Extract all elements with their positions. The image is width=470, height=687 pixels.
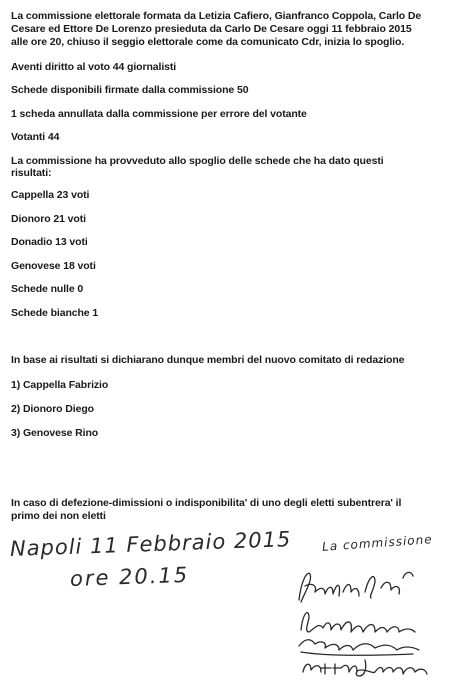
signature-4: [303, 660, 427, 676]
intro-line-2: Cesare ed Ettore De Lorenzo presieduta da Carlo De Cesare oggi 11 febbraio 2015: [11, 23, 412, 35]
spoglio-line-2: risultati:: [11, 167, 52, 179]
handwritten-time: ore 20.15: [69, 562, 190, 591]
schede-disponibili-text: Schede disponibili firmate dalla commissione 50: [11, 84, 249, 96]
result-cappella: Cappella 23 voti: [11, 189, 90, 201]
scheda-annullata-text: 1 scheda annullata dalla commissione per errore del votante: [11, 108, 307, 120]
spoglio-line-1: La commissione ha provveduto allo spoglio delle schede che ha dato questi: [11, 155, 384, 167]
result-dionoro: Dionoro 21 voti: [11, 213, 86, 225]
signature-3: [299, 640, 419, 656]
result-schede-bianche: Schede bianche 1: [11, 307, 99, 319]
declaration-text: In base ai risultati si dichiarano dunque membri del nuovo comitato di redazione: [11, 354, 405, 366]
intro-line-3: alle ore 20, chiuso il seggio elettorale come da comunicato Cdr, inizia lo spoglio.: [11, 36, 405, 48]
member-1: 1) Cappella Fabrizio: [11, 379, 109, 391]
closing-line-2: primo dei non eletti: [11, 510, 106, 522]
member-3: 3) Genovese Rino: [11, 427, 99, 439]
signature-2: [301, 613, 415, 632]
result-donadio: Donadio 13 voti: [11, 236, 88, 248]
aventi-diritto-text: Aventi diritto al voto 44 giornalisti: [11, 61, 177, 73]
closing-line-1: In caso di defezione-dimissioni o indisponibilita' di uno degli eletti subentrera' il: [11, 497, 402, 509]
result-schede-nulle: Schede nulle 0: [11, 283, 84, 295]
votanti-text: Votanti 44: [11, 131, 60, 143]
signatures-image: [295, 552, 445, 682]
handwritten-commission-label: La commissione: [321, 532, 434, 554]
handwritten-date: Napoli 11 Febbraio 2015: [9, 527, 292, 561]
result-genovese: Genovese 18 voti: [11, 260, 96, 272]
member-2: 2) Dionoro Diego: [11, 403, 94, 415]
intro-line-1: La commissione elettorale formata da Letizia Cafiero, Gianfranco Coppola, Carlo De: [11, 10, 422, 22]
signature-1: [299, 572, 413, 602]
